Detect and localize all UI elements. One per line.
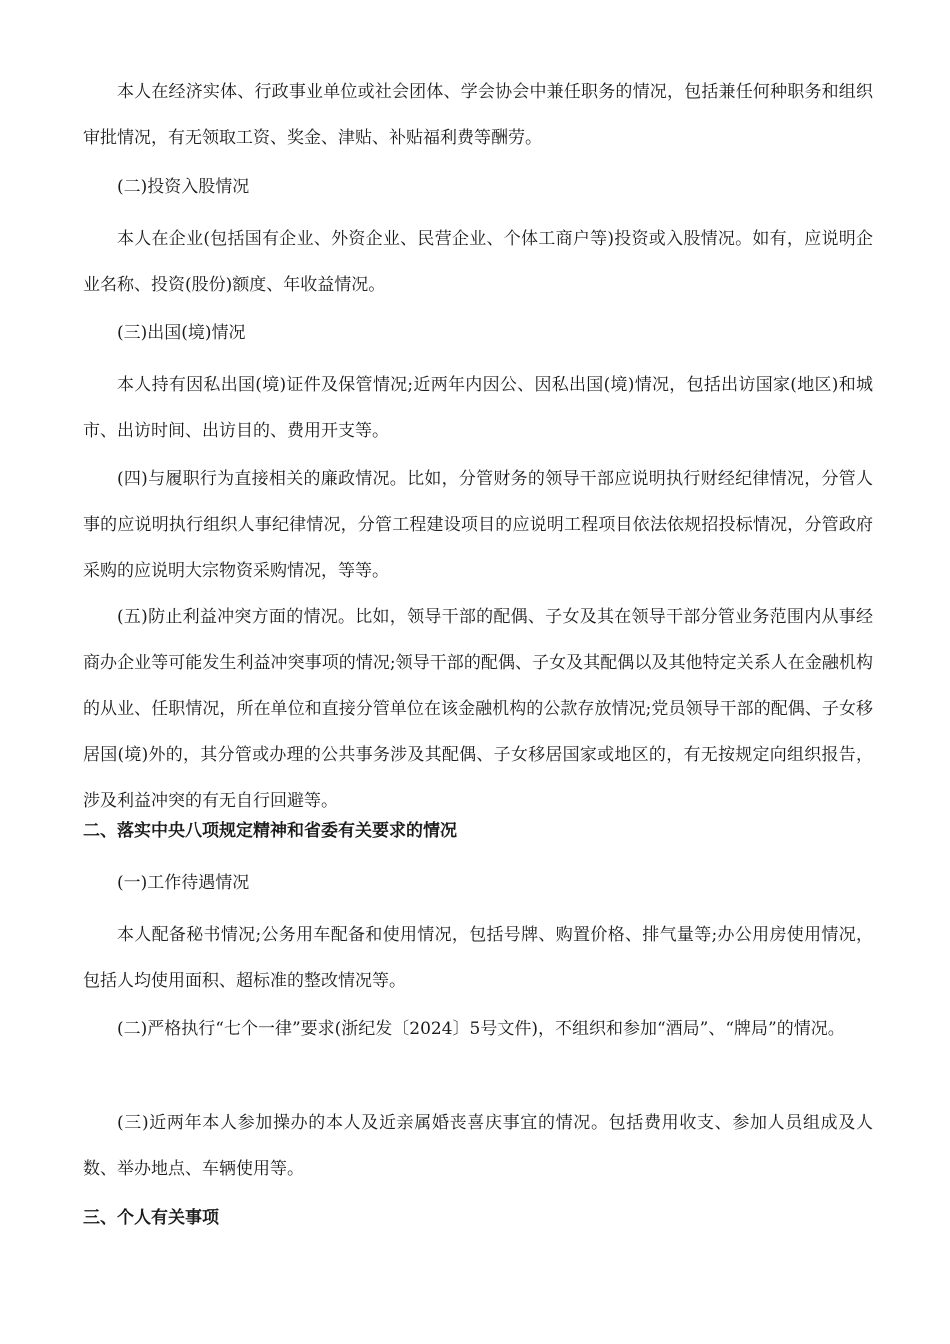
section-heading-eight-rules: 二、落实中央八项规定精神和省委有关要求的情况	[83, 821, 457, 841]
paragraph-investment: 本人在企业(包括国有企业、外资企业、民营企业、个体工商户等)投资或入股情况。如有，应说明企业名称、投资(股份)额度、年收益情况。	[83, 229, 873, 295]
subheading-investment: (二)投资入股情况	[117, 177, 250, 197]
paragraph-conflict-of-interest: (五)防止利益冲突方面的情况。比如，领导干部的配偶、子女及其在领导干部分管业务范围内从事经商办企业等可能发生利益冲突事项的情况;领导干部的配偶、子女及其配偶以及其他特定关系人在金融机构的从业、任职情况，所在单位和直接分管单位在该金融机构的公款存放情况;党员领导干部的配偶、子女移居国(境)外的，其分管或办理的公共事务涉及其配偶、子女移居国家或地区的，有无按规定向组织报告，涉及利益冲突的有无自行回避等。	[83, 607, 873, 811]
paragraph-part-time-positions: 本人在经济实体、行政事业单位或社会团体、学会协会中兼任职务的情况，包括兼任何种职务和组织审批情况，有无领取工资、奖金、津贴、补贴福利费等酬劳。	[83, 82, 873, 148]
paragraph-weddings-funerals: (三)近两年本人参加操办的本人及近亲属婚丧喜庆事宜的情况。包括费用收支、参加人员组成及人数、举办地点、车辆使用等。	[83, 1113, 873, 1179]
paragraph-overseas-travel: 本人持有因私出国(境)证件及保管情况;近两年内因公、因私出国(境)情况，包括出访国家(地区)和城市、出访时间、出访目的、费用开支等。	[83, 375, 873, 441]
paragraph-seven-rules: (二)严格执行“七个一律”要求(浙纪发〔2024〕5号文件)，不组织和参加“酒局”、“牌局”的情况。	[117, 1019, 845, 1039]
paragraph-integrity-duties: (四)与履职行为直接相关的廉政情况。比如，分管财务的领导干部应说明执行财经纪律情况，分管人事的应说明执行组织人事纪律情况，分管工程建设项目的应说明工程项目依法依规招投标情况，分管政府采购的应说明大宗物资采购情况，等等。	[83, 469, 873, 581]
section-heading-personal-matters: 三、个人有关事项	[83, 1208, 219, 1228]
subheading-work-treatment: (一)工作待遇情况	[117, 873, 250, 893]
subheading-overseas-travel: (三)出国(境)情况	[117, 323, 246, 343]
paragraph-work-treatment: 本人配备秘书情况;公务用车配备和使用情况，包括号牌、购置价格、排气量等;办公用房使用情况，包括人均使用面积、超标准的整改情况等。	[83, 925, 873, 991]
